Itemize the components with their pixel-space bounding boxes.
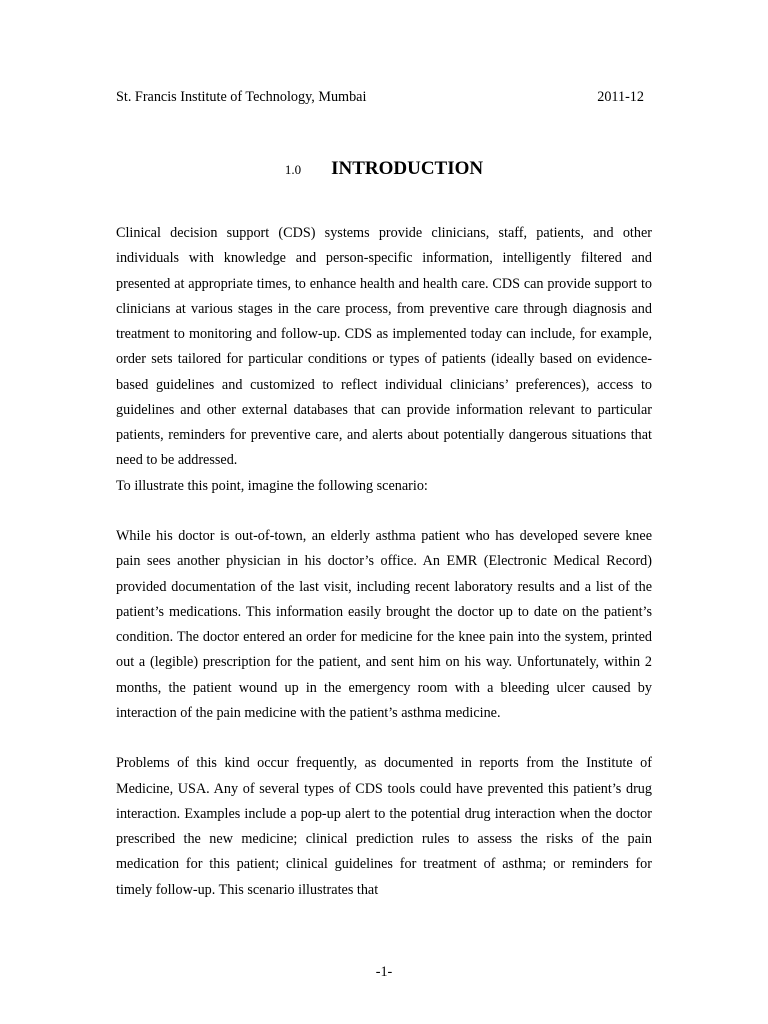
paragraph-cds-tools: Problems of this kind occur frequently, as documented in reports from the Institute of Medicine, USA. Any of several types of CDS tools could have prevented this patient’s drug interaction. Examples include a pop-up alert to the potential drug interaction when the doctor prescribed the new medicine; clinical prediction rules to assess the risks of the pain medication for this patient; clinical guidelines for treatment of asthma; or reminders for timely follow-up. This scenario illustrates that	[116, 755, 652, 898]
section-title: INTRODUCTION	[331, 158, 484, 179]
section-heading	[0, 156, 768, 183]
paragraph-patient-scenario: While his doctor is out-of-town, an elderly asthma patient who has developed severe knee pain sees another physician in his doctor’s office. An EMR (Electronic Medical Record) provided documentation of the last visit, including recent laboratory results and a list of the patient’s medications. This information easily brought the doctor up to date on the patient’s condition. The doctor entered an order for medicine for the knee pain into the system, printed out a (legible) prescription for the patient, and sent him on his way. Unfortunately, within 2 months, the patient wound up in the emergency room with a bleeding ulcer caused by interaction of the pain medicine with the patient’s asthma medicine.	[116, 528, 652, 721]
page-number: -1-	[375, 964, 393, 980]
paragraph-illustration-intro: To illustrate this point, imagine the following scenario:	[116, 477, 428, 494]
header-institute-name: St. Francis Institute of Technology, Mumbai	[116, 89, 367, 105]
body-text	[116, 221, 652, 903]
paragraph-spacer	[116, 726, 652, 751]
section-number: 1.0	[284, 162, 302, 177]
header-academic-year: 2011-12	[597, 89, 644, 105]
running-header	[116, 87, 652, 107]
paragraph-cds-definition: Clinical decision support (CDS) systems provide clinicians, staff, patients, and other individuals with knowledge and person-specific information, intelligently filtered and presented at appropriate times, to enhance health and health care. CDS can provide support to clinicians at various stages in the care process, from preventive care through diagnosis and treatment to monitoring and follow-up. CDS as implemented today can include, for example, order sets tailored for particular conditions or types of patients (ideally based on evidence-based guidelines and customized to reflect individual clinicians’ preferences), access to guidelines and other external databases that can provide information relevant to particular patients, reminders for preventive care, and alerts about potentially dangerous situations that need to be addressed.	[116, 225, 652, 469]
paragraph-spacer	[116, 499, 652, 524]
